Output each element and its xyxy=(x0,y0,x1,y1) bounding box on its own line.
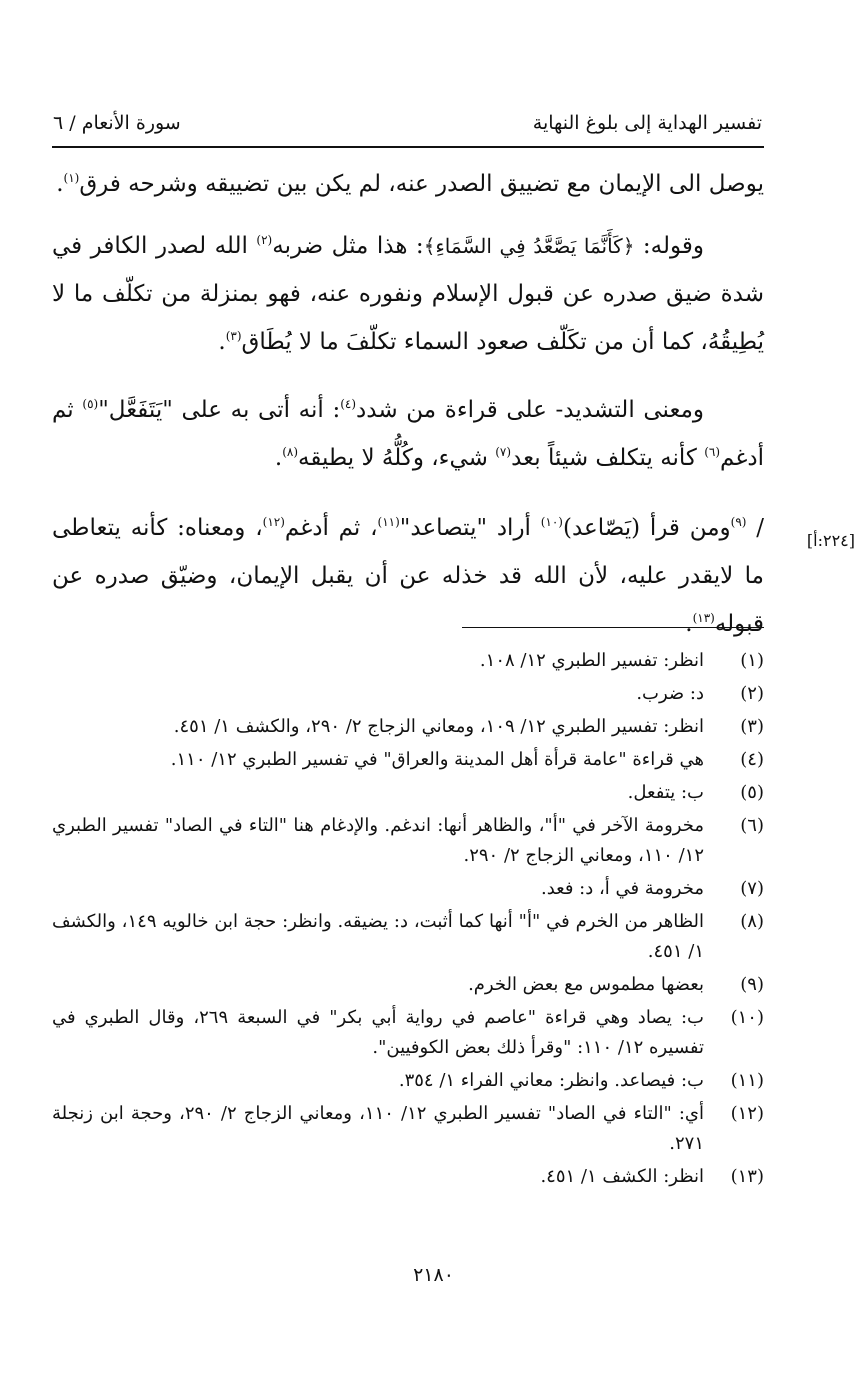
paragraph-3: ومعنى التشديد- على قراءة من شدد$^{(٤)}$: أنه أتى به على "يَتَفَعَّل"$^{(٥)}$ ثم أدغم$^{(٦)}$ كأنه يتكلف شيئاً بعد$^{(٧)}$ شيء، وكُلُّهُ لا يطيقه$^{(٨)}$. xyxy=(52,397,764,471)
footnote-text: الظاهر من الخرم في "أ" أنها كما أثبت، د: يضيقه. وانظر: حجة ابن خالويه ١٤٩، والكشف ١/ ٤٥١. xyxy=(52,911,705,962)
footnote-number: (٤) xyxy=(740,749,764,770)
surah-label: سورة الأنعام / ٦ xyxy=(53,112,181,134)
footnote-number: (٣) xyxy=(740,716,764,737)
paragraph-4: / $^{(٩)}$ومن قرأ (يَصّاعد)$^{(١٠)}$ أراد "يتصاعد"$^{(١١)}$، ثم أدغم$^{(١٢)}$، ومعناه: كأنه يتعاطى ما لايقدر عليه، لأن الله قد خذله عن أن يقبل الإيمان، وضيّق صدره عن قبوله$^{(١٣)}$. xyxy=(52,515,764,637)
footnote-rule xyxy=(462,627,764,628)
footnote-text: مخرومة الآخر في "أ"، والظاهر أنها: اندغم. والإدغام هنا "التاء في الصاد" تفسير الطبري ١٢/ ١١٠، ومعاني الزجاج ٢/ ٢٩٠. xyxy=(52,815,704,866)
footnote-number: (١٢) xyxy=(730,1103,764,1124)
book-title: تفسير الهداية إلى بلوغ النهاية xyxy=(532,112,762,134)
footnote-ref-7: (٧) xyxy=(495,445,512,459)
footnote-ref-11: (١١) xyxy=(377,515,400,529)
footnote xyxy=(52,745,764,775)
footnote-ref-12: (١٢) xyxy=(262,515,285,529)
footnote xyxy=(52,1162,764,1192)
footnote-ref-13: (١٣) xyxy=(692,611,715,625)
footnote xyxy=(52,646,764,676)
footnote-ref-10: (١٠) xyxy=(540,515,563,529)
footnote-ref-6: (٦) xyxy=(704,445,721,459)
footnote-number: (١٠) xyxy=(730,1007,764,1028)
footnote-text: بعضها مطموس مع بعض الخرم. xyxy=(468,974,704,995)
quran-verse: ﴿كَأَنَّمَا يَصَّعَّدُ فِي السَّمَاءِ﴾ xyxy=(423,234,635,258)
footnote-number: (٦) xyxy=(740,815,764,836)
footnote-ref-8: (٨) xyxy=(282,445,299,459)
footnote-text: ب: فيصاعد. وانظر: معاني الفراء ١/ ٣٥٤. xyxy=(398,1070,704,1091)
footnote-number: (١٣) xyxy=(730,1166,764,1187)
footnote-number: (٢) xyxy=(740,683,764,704)
footnote-number: (٧) xyxy=(740,878,764,899)
footnote-ref-1: (١) xyxy=(63,171,80,185)
paragraph-2: وقوله: ﴿كَأَنَّمَا يَصَّعَّدُ فِي السَّمَاءِ﴾: هذا مثل ضربه$^{(٢)}$ الله لصدر الكافر في شدة ضيق صدره عن قبول الإسلام ونفوره عنه، فهو بمنزلة من تكلّف ما لا يُطِيقُهُ، كما أن من تكَلّف صعود السماء تكلّفَ ما لا يُطَاق$^{(٣)}$. xyxy=(52,233,764,355)
footnote-text: انظر: تفسير الطبري ١٢/ ١٠٨. xyxy=(479,650,704,671)
running-header xyxy=(45,112,762,142)
footnote-number: (٥) xyxy=(740,782,764,803)
footnote-text: ب: يصاد وهي قراءة "عاصم في رواية أبي بكر" في السبعة ٢٦٩، وقال الطبري في تفسيره ١٢/ ١١٠: "وقرأ ذلك بعض الكوفيين". xyxy=(52,1007,704,1058)
footnote-text: انظر: الكشف ١/ ٤٥١. xyxy=(540,1166,704,1187)
footnote xyxy=(52,1003,764,1063)
footnote xyxy=(52,811,764,871)
main-text xyxy=(52,160,764,648)
footnote-number: (٨) xyxy=(740,911,764,932)
footnote-text: د: ضرب. xyxy=(636,683,704,704)
footnote-ref-3: (٣) xyxy=(225,329,242,343)
footnote xyxy=(52,907,764,967)
footnote-text: أي: "التاء في الصاد" تفسير الطبري ١٢/ ١١٠، ومعاني الزجاج ٢/ ٢٩٠، وحجة ابن زنجلة ٢٧١. xyxy=(52,1103,704,1154)
footnote-text: ب: يتفعل. xyxy=(627,782,704,803)
footnote-text: هي قراءة "عامة قرأة أهل المدينة والعراق" في تفسير الطبري ١٢/ ١١٠. xyxy=(170,749,704,770)
footnote-ref-5: (٥) xyxy=(82,397,99,411)
manuscript-folio-ref: [٢٢٤:أ] xyxy=(806,531,855,550)
footnote xyxy=(52,778,764,808)
footnote-number: (١) xyxy=(740,650,764,671)
footnote-ref-4: (٤) xyxy=(340,397,357,411)
footnote-text: انظر: تفسير الطبري ١٢/ ١٠٩، ومعاني الزجاج ٢/ ٢٩٠، والكشف ١/ ٤٥١. xyxy=(173,716,704,737)
footnote-text: مخرومة في أ، د: فعد. xyxy=(540,878,704,899)
paragraph-1: يوصل الى الإيمان مع تضييق الصدر عنه، لم يكن بين تضييقه وشرحه فرق$^{(١)}$. xyxy=(56,171,764,197)
footnote xyxy=(52,1066,764,1096)
footnote-ref-9: (٩) xyxy=(730,515,747,529)
header-rule xyxy=(52,146,764,148)
footnote-ref-2: (٢) xyxy=(256,233,273,247)
footnote xyxy=(52,1099,764,1159)
footnote-number: (١١) xyxy=(730,1070,764,1091)
footnote xyxy=(52,874,764,904)
page-number: ٢١٨٠ xyxy=(413,1264,454,1286)
footnote xyxy=(52,970,764,1000)
footnotes xyxy=(52,646,764,1195)
footnote xyxy=(52,679,764,709)
footnote xyxy=(52,712,764,742)
footnote-number: (٩) xyxy=(740,974,764,995)
